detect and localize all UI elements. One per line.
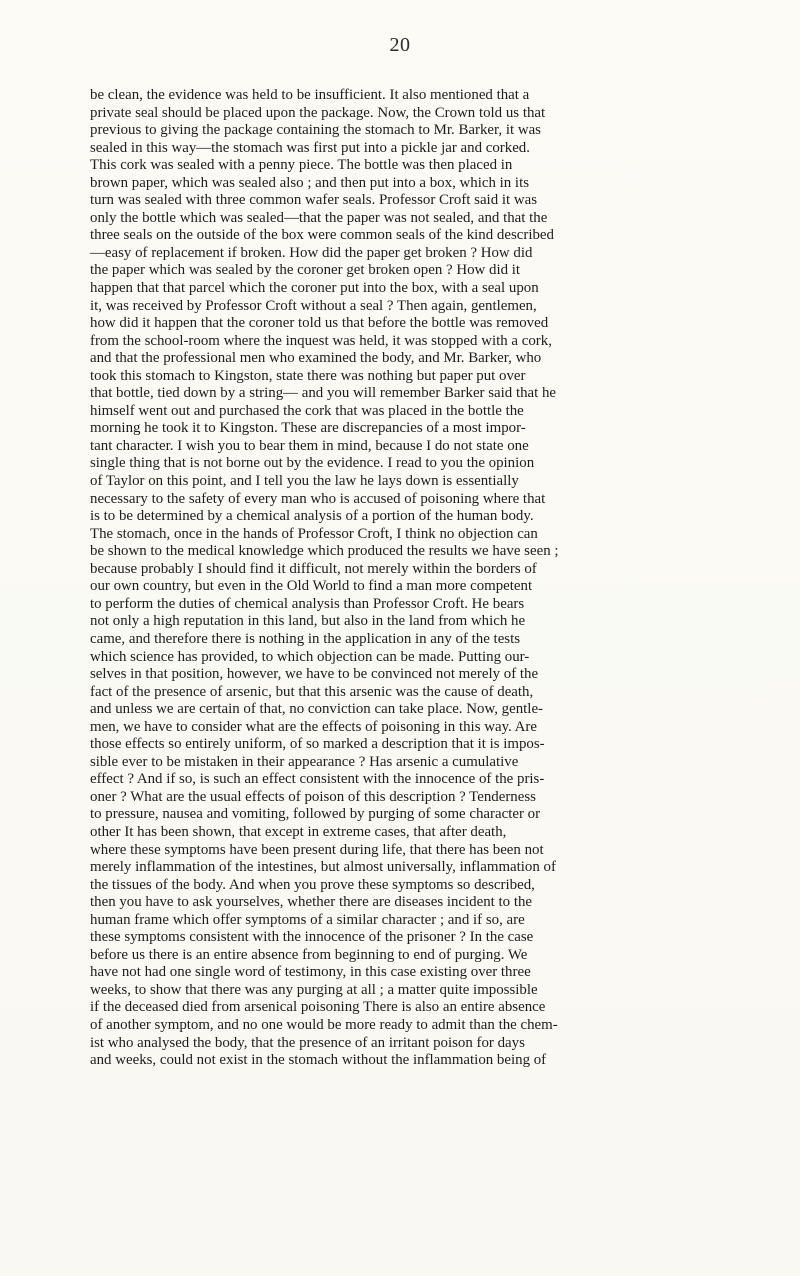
body-text: be clean, the evidence was held to be insufficient. It also mentioned that a private seal should be placed upon the package. Now, the Crown told us that previous to giving the package containing the stomach to Mr. Barker, it was sealed in this way—the stomach was first put into a pickle jar and corked. This cork was sealed with a penny piece. The bottle was then placed in brown paper, which was sealed also ; and then put into a box, which in its turn was sealed with three common wafer seals. Professor Croft said it was only the bottle which was sealed—that the paper was not sealed, and that the three seals on the outside of the box were common seals of the kind described —easy of replacement if broken. How did the paper get broken ? How did the paper which was sealed by the coroner get broken open ? How did it happen that that parcel which the coroner put into the box, with a seal upon it, was received by Professor Croft without a seal ? Then again, gentlemen, how did it happen that the coroner told us that before the bottle was removed from the school-room where the inquest was held, it was stopped with a cork, and that the professional men who examined the body, and Mr. Barker, who took this stomach to Kingston, state there was nothing but paper put over that bottle, tied down by a string— and you will remember Barker said that he himself went out and purchased the cork that was placed in the bottle the morning he took it to Kingston. These are discrepancies of a most impor- tant character. I wish you to bear them in mind, because I do not state one single thing that is not borne out by the evidence. I read to you the opinion of Taylor on this point, and I tell you the law he lays down is essentially necessary to the safety of every man who is accused of poisoning where that is to be determined by a chemical analysis of a portion of the human body. The stomach, once in the hands of Professor Croft, I think no objection can be shown to the medical knowledge which produced the results we have seen ; because probably I should find it difficult, not merely within the borders of our own country, but even in the Old World to find a man more competent to perform the duties of chemical analysis than Professor Croft. He bears not only a high reputation in this land, but also in the land from which he came, and therefore there is nothing in the application in any of the tests which science has provided, to which objection can be made. Putting our- selves in that position, however, we have to be convinced not merely of the fact of the presence of arsenic, but that this arsenic was the cause of death, and unless we are certain of that, no conviction can take place. Now, gentle- men, we have to consider what are the effects of poisoning in this way. Are those effects so entirely uniform, of so marked a description that it is impos- sible ever to be mistaken in their appearance ? Has arsenic a cumulative effect ? And if so, is such an effect consistent with the innocence of the pris- oner ? What are the usual effects of poison of this description ? Tenderness to pressure, nausea and vomiting, followed by purging of some character or other It has been shown, that except in extreme cases, that after death, where these symptoms have been present during life, that there has been not merely inflammation of the intestines, but almost universally, inflammation of the tissues of the body. And when you prove these symptoms so described, then you have to ask yourselves, whether there are diseases incident to the human frame which offer symptoms of a similar character ; and if so, are these symptoms consistent with the innocence of the prisoner ? In the case before us there is an entire absence from beginning to end of purging. We have not had one single word of testimony, in this case existing over three weeks, to show that there was any purging at all ; a matter quite impossible if the deceased died from arsenical poisoning There is also an entire absence of another symptom, and no one would be more ready to admit than the chem- ist who analysed the body, that the presence of an irritant poison for days and weeks, could not exist in the stomach without the inflammation being of (90, 87, 559, 1069)
page-number: 20 (389, 34, 411, 56)
